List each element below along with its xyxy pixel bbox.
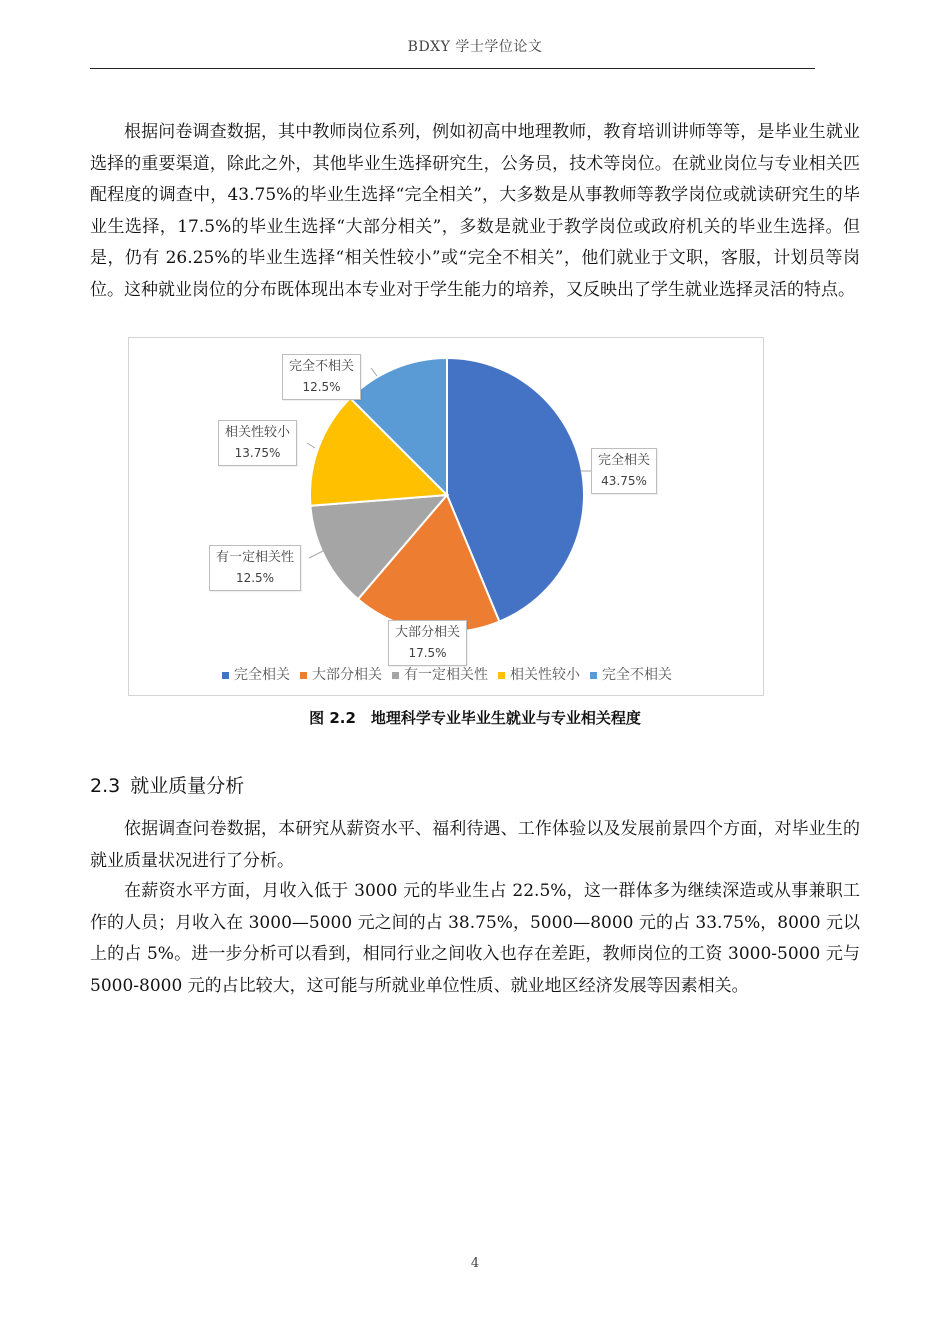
data-label-category: 相关性较小 <box>225 425 291 440</box>
section-title: 就业质量分析 <box>130 775 245 797</box>
body-paragraph: 依据调查问卷数据，本研究从薪资水平、福利待遇、工作体验以及发展前景四个方面，对毕业生的就业质量状况进行了分析。 <box>90 819 860 871</box>
legend-swatch <box>392 672 399 679</box>
pie-chart <box>128 337 764 696</box>
leader-line <box>371 368 377 376</box>
legend-label: 大部分相关 <box>312 667 382 683</box>
page-header-title: BDXY 学士学位论文 <box>407 39 543 55</box>
chart-legend <box>129 664 765 684</box>
data-label-category: 大部分相关 <box>395 625 461 640</box>
leader-line <box>307 443 315 448</box>
legend-item <box>300 664 382 684</box>
data-label <box>218 420 297 466</box>
data-label-category: 有一定相关性 <box>216 550 295 565</box>
legend-swatch <box>590 672 597 679</box>
section-number: 2.3 <box>90 775 121 797</box>
legend-item <box>392 664 488 684</box>
legend-label: 完全不相关 <box>602 667 672 683</box>
legend-label: 完全相关 <box>234 667 290 683</box>
section-heading <box>90 771 244 798</box>
body-paragraph: 根据问卷调查数据，其中教师岗位系列，例如初高中地理教师，教育培训讲师等等，是毕业生就业选择的重要渠道，除此之外，其他毕业生选择研究生，公务员，技术等岗位。在就业岗位与专业相关匹配程度的调查中，43.75%的毕业生选择“完全相关”，大多数是从事教师等教学岗位或就读研究生的毕业生选择，17.5%的毕业生选择“大部分相关”，多数是就业于教学岗位或政府机关的毕业生选择。但是，仍有 26.25%的毕业生选择“相关性较小”或“完全不相关”，他们就业于文职，客服，计划员等岗位。这种就业岗位的分布既体现出本专业对于学生能力的培养，又反映出了学生就业选择灵活的特点。 <box>90 122 860 300</box>
legend-item <box>498 664 580 684</box>
data-label <box>209 545 301 591</box>
legend-item <box>590 664 672 684</box>
data-label <box>388 620 467 666</box>
data-label-value: 43.75% <box>601 474 647 488</box>
data-label <box>282 354 361 400</box>
data-label-value: 12.5% <box>235 571 275 585</box>
figure-caption: 图 2.2 地理科学专业毕业生就业与专业相关程度 <box>309 709 641 727</box>
legend-swatch <box>498 672 505 679</box>
data-label-value: 17.5% <box>408 646 447 660</box>
data-label-category: 完全相关 <box>598 453 651 468</box>
data-label-category: 完全不相关 <box>289 359 355 374</box>
legend-swatch <box>222 672 229 679</box>
header-rule <box>90 68 815 69</box>
data-label-value: 13.75% <box>234 446 281 460</box>
data-label-value: 12.5% <box>302 380 341 394</box>
legend-swatch <box>300 672 307 679</box>
body-paragraph: 在薪资水平方面，月收入低于 3000 元的毕业生占 22.5%，这一群体多为继续深造或从事兼职工作的人员；月收入在 3000—5000 元之间的占 38.75%，5000—8000 元的占 33.75%，8000 元以上的占 5%。进一步分析可以看到，相同行业之间收入也存在差距，教师岗位的工资 3000-5000 元与 5000-8000 元的占比较大，这可能与所就业单位性质、就业地区经济发展等因素相关。 <box>90 881 860 996</box>
legend-item <box>222 664 290 684</box>
data-label <box>591 448 657 494</box>
legend-label: 有一定相关性 <box>404 667 488 683</box>
legend-label: 相关性较小 <box>510 667 580 683</box>
page-number: 4 <box>470 1256 480 1271</box>
